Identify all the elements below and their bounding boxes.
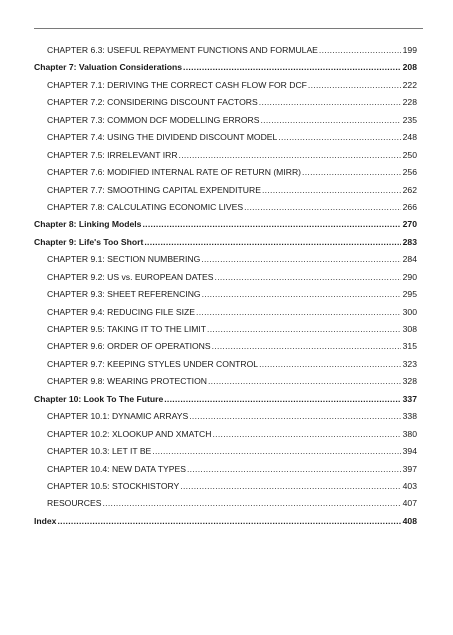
toc-entry-title: CHAPTER 7.7: SMOOTHING CAPITAL EXPENDITURE — [47, 184, 261, 195]
toc-page-number: 250 — [402, 149, 417, 160]
toc-page-number: 248 — [402, 132, 417, 143]
toc-entry-title: Chapter 8: Linking Models — [34, 219, 142, 230]
toc-entry-title: CHAPTER 7.4: USING THE DIVIDEND DISCOUNT MODEL — [47, 132, 278, 143]
toc-entry-title: CHAPTER 9.7: KEEPING STYLES UNDER CONTROL — [47, 358, 259, 369]
toc-page-number: 284 — [402, 254, 417, 265]
toc-subchapter-entry[interactable] — [34, 443, 417, 460]
toc-subchapter-entry[interactable] — [34, 129, 417, 146]
toc-page-number: 199 — [402, 45, 417, 55]
toc-page-number: 290 — [402, 271, 417, 282]
toc-subchapter-entry[interactable] — [34, 199, 417, 216]
toc-entry-title: CHAPTER 10.5: STOCKHISTORY — [47, 480, 180, 491]
toc-entry-title: CHAPTER 10.2: XLOOKUP AND XMATCH — [47, 428, 212, 439]
toc-subchapter-entry[interactable] — [34, 373, 417, 390]
toc-chapter-entry[interactable] — [34, 513, 417, 530]
table-of-contents — [34, 42, 417, 530]
toc-dot-leader — [102, 495, 400, 512]
toc-chapter-entry[interactable] — [34, 391, 417, 408]
toc-subchapter-entry[interactable] — [34, 478, 417, 495]
toc-entry-title: Chapter 7: Valuation Considerations — [34, 62, 183, 73]
toc-page-number: 397 — [402, 463, 417, 474]
toc-dot-leader — [183, 59, 401, 76]
toc-dot-leader — [164, 391, 400, 408]
toc-entry-title: Chapter 10: Look To The Future — [34, 393, 164, 404]
toc-page-number: 308 — [402, 324, 417, 334]
toc-subchapter-entry[interactable] — [34, 304, 417, 321]
toc-page-number: 228 — [402, 97, 417, 108]
toc-entry-title: CHAPTER 7.6: MODIFIED INTERNAL RATE OF RETURN (MIRR) — [47, 167, 302, 178]
toc-entry-title: CHAPTER 7.8: CALCULATING ECONOMIC LIVES — [47, 201, 244, 212]
toc-page-number: 323 — [402, 358, 417, 369]
toc-dot-leader — [278, 129, 400, 146]
toc-subchapter-entry[interactable] — [34, 269, 417, 286]
toc-entry-title: CHAPTER 7.5: IRRELEVANT IRR — [47, 149, 178, 160]
toc-subchapter-entry[interactable] — [34, 495, 417, 512]
toc-dot-leader — [260, 112, 400, 129]
toc-page-number: 394 — [402, 446, 417, 457]
toc-entry-title: RESOURCES — [47, 498, 102, 509]
toc-entry-title: CHAPTER 9.3: SHEET REFERENCING — [47, 289, 201, 300]
toc-subchapter-entry[interactable] — [34, 286, 417, 303]
toc-entry-title: CHAPTER 10.4: NEW DATA TYPES — [47, 463, 186, 474]
toc-entry-title: CHAPTER 9.1: SECTION NUMBERING — [47, 254, 201, 265]
toc-chapter-entry[interactable] — [34, 59, 417, 76]
toc-entry-title: CHAPTER 7.2: CONSIDERING DISCOUNT FACTORS — [47, 97, 258, 108]
toc-dot-leader — [189, 408, 400, 425]
toc-dot-leader — [244, 199, 401, 216]
toc-page-number: 270 — [402, 219, 417, 230]
toc-dot-leader — [152, 443, 400, 460]
toc-page-number: 408 — [402, 515, 417, 526]
toc-subchapter-entry[interactable] — [34, 426, 417, 443]
toc-dot-leader — [201, 251, 400, 268]
toc-dot-leader — [308, 77, 401, 94]
toc-subchapter-entry[interactable] — [34, 77, 417, 94]
toc-page-number: 338 — [402, 411, 417, 422]
toc-dot-leader — [207, 321, 401, 338]
toc-dot-leader — [208, 373, 401, 390]
toc-subchapter-entry[interactable] — [34, 321, 417, 338]
toc-dot-leader — [215, 269, 401, 286]
toc-dot-leader — [202, 286, 401, 303]
toc-page-number: 283 — [402, 236, 417, 247]
toc-entry-title: Chapter 9: Life's Too Short — [34, 236, 144, 247]
toc-entry-title: CHAPTER 9.2: US vs. EUROPEAN DATES — [47, 271, 214, 282]
toc-page-number: 315 — [402, 341, 417, 352]
toc-entry-title: CHAPTER 9.6: ORDER OF OPERATIONS — [47, 341, 211, 352]
toc-entry-title: CHAPTER 7.3: COMMON DCF MODELLING ERRORS — [47, 114, 260, 125]
toc-dot-leader — [180, 478, 400, 495]
toc-entry-title: CHAPTER 6.3: USEFUL REPAYMENT FUNCTIONS AND FORMULAE — [47, 45, 318, 55]
toc-subchapter-entry[interactable] — [34, 42, 417, 59]
toc-page-number: 266 — [402, 201, 417, 212]
toc-page-number: 300 — [402, 306, 417, 317]
toc-dot-leader — [302, 164, 401, 181]
toc-subchapter-entry[interactable] — [34, 338, 417, 355]
toc-subchapter-entry[interactable] — [34, 164, 417, 181]
toc-page-number: 380 — [402, 428, 417, 439]
toc-subchapter-entry[interactable] — [34, 147, 417, 164]
toc-page-number: 235 — [402, 114, 417, 125]
toc-entry-title: CHAPTER 9.4: REDUCING FILE SIZE — [47, 306, 196, 317]
toc-subchapter-entry[interactable] — [34, 94, 417, 111]
toc-dot-leader — [179, 147, 401, 164]
toc-subchapter-entry[interactable] — [34, 251, 417, 268]
toc-subchapter-entry[interactable] — [34, 356, 417, 373]
toc-entry-title: CHAPTER 9.5: TAKING IT TO THE LIMIT — [47, 324, 207, 334]
toc-chapter-entry[interactable] — [34, 216, 417, 233]
toc-dot-leader — [196, 304, 401, 321]
toc-entry-title: CHAPTER 9.8: WEARING PROTECTION — [47, 376, 207, 387]
toc-page-number: 208 — [402, 62, 417, 73]
toc-dot-leader — [187, 461, 401, 478]
toc-dot-leader — [142, 216, 400, 233]
toc-dot-leader — [259, 356, 401, 373]
toc-entry-title: CHAPTER 10.3: LET IT BE — [47, 446, 152, 457]
toc-page-number: 328 — [402, 376, 417, 387]
header-rule — [34, 28, 423, 29]
toc-page-number: 262 — [402, 184, 417, 195]
toc-subchapter-entry[interactable] — [34, 112, 417, 129]
toc-page-number: 337 — [402, 393, 417, 404]
toc-entry-title: CHAPTER 7.1: DERIVING THE CORRECT CASH FLOW FOR DCF — [47, 79, 307, 90]
toc-page-number: 222 — [402, 79, 417, 90]
toc-entry-title: CHAPTER 10.1: DYNAMIC ARRAYS — [47, 411, 189, 422]
toc-subchapter-entry[interactable] — [34, 461, 417, 478]
toc-page-number: 407 — [402, 498, 417, 509]
toc-subchapter-entry[interactable] — [34, 182, 417, 199]
toc-entry-title: Index — [34, 515, 57, 526]
toc-dot-leader — [57, 513, 400, 530]
toc-dot-leader — [212, 426, 400, 443]
toc-page-number: 403 — [402, 480, 417, 491]
toc-chapter-entry[interactable] — [34, 234, 417, 251]
toc-dot-leader — [319, 42, 401, 59]
toc-page-number: 256 — [402, 167, 417, 178]
toc-subchapter-entry[interactable] — [34, 408, 417, 425]
toc-dot-leader — [144, 234, 400, 251]
toc-dot-leader — [259, 94, 401, 111]
toc-page-number: 295 — [402, 289, 417, 300]
toc-dot-leader — [212, 338, 401, 355]
toc-dot-leader — [262, 182, 401, 199]
